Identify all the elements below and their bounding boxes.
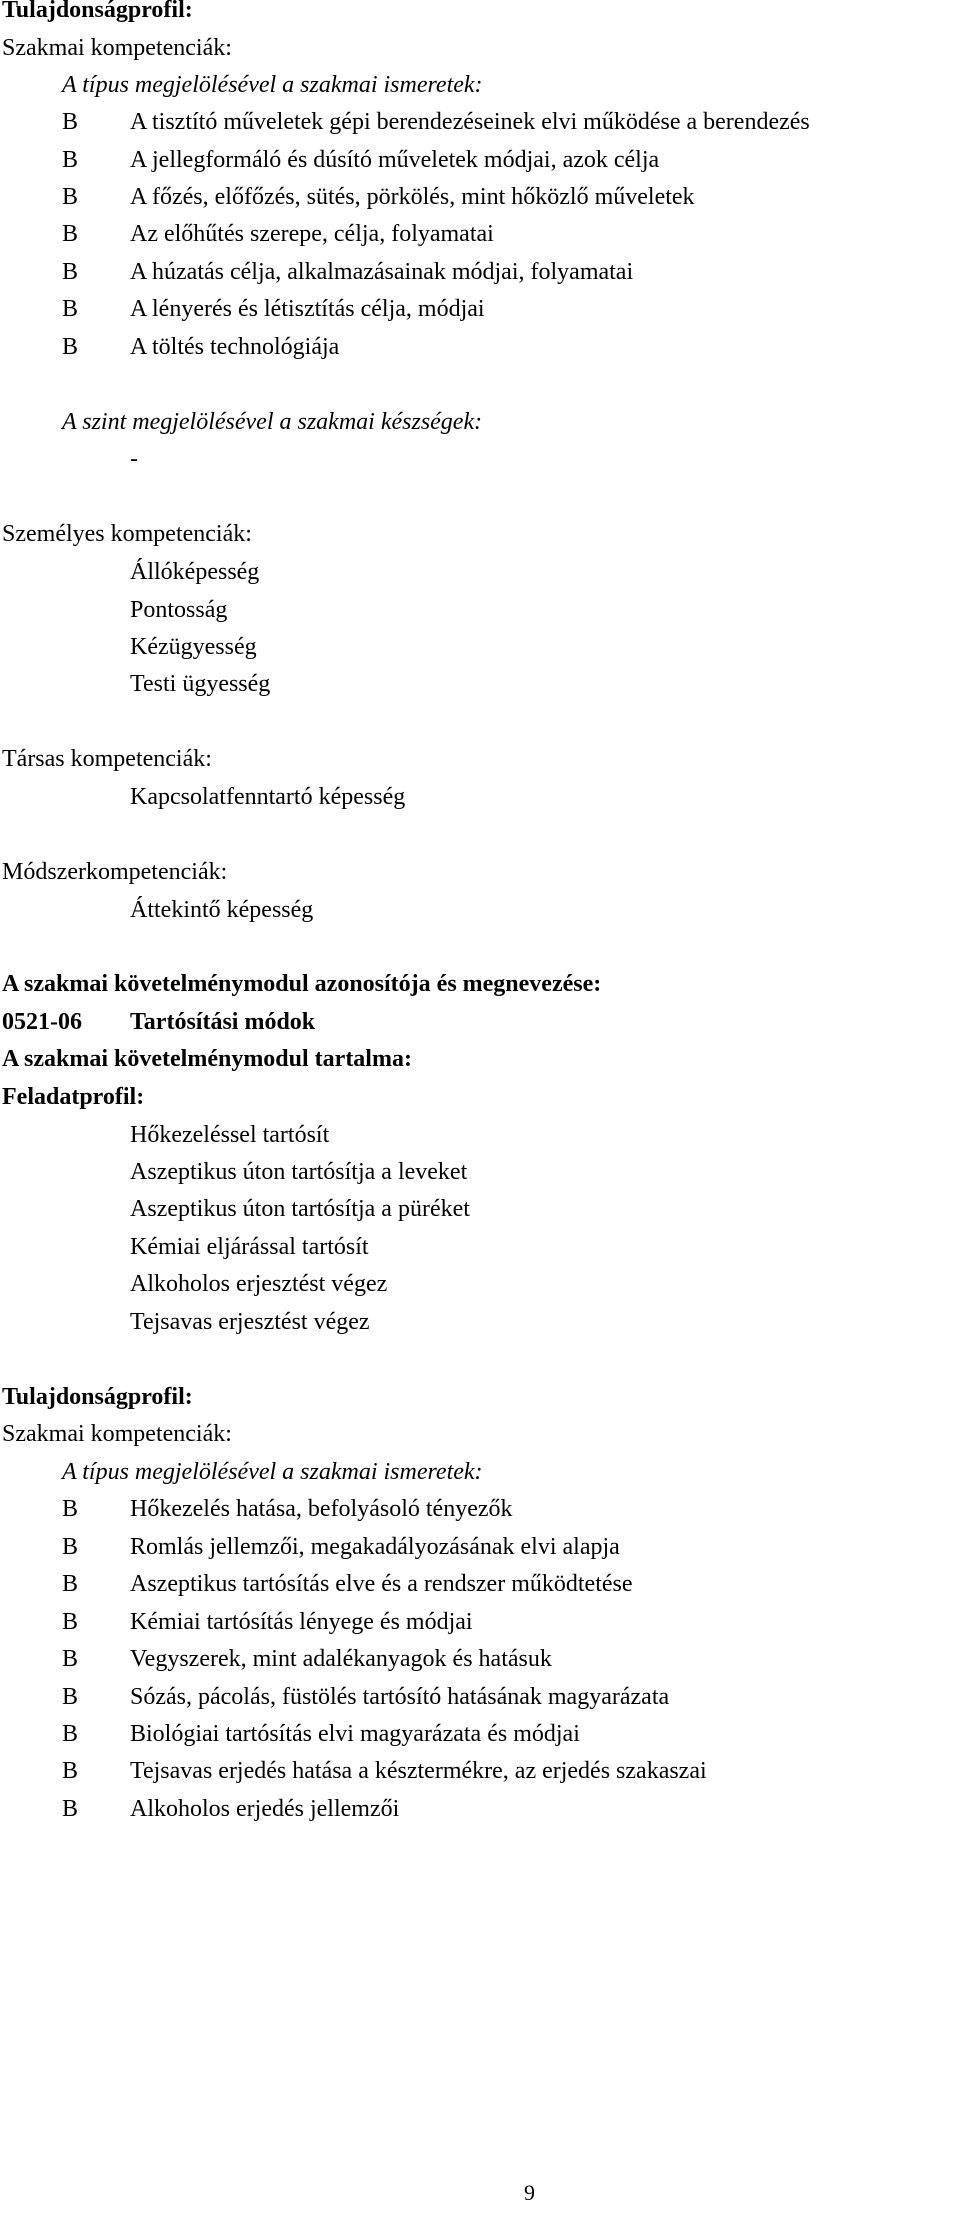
knowledge-item: Romlás jellemzői, megakadályozásának elvi alapja — [130, 1534, 620, 1560]
knowledge-item: Biológiai tartósítás elvi magyarázata és módjai — [130, 1721, 580, 1747]
personal-item: Állóképesség — [130, 559, 260, 585]
task-item: Kémiai eljárással tartósít — [130, 1234, 369, 1260]
knowledge-item: Alkoholos erjedés jellemzői — [130, 1796, 400, 1822]
bullet-marker: B — [62, 1646, 79, 1672]
heading-owner-profile: Tulajdonságprofil: — [2, 0, 193, 23]
task-item: Alkoholos erjesztést végez — [130, 1271, 388, 1297]
knowledge-item: A főzés, előfőzés, sütés, pörkölés, mint hőközlő műveletek — [130, 184, 695, 210]
heading-professional-competencies: Szakmai kompetenciák: — [2, 1421, 232, 1447]
knowledge-item: Kémiai tartósítás lényege és módjai — [130, 1609, 473, 1635]
heading-method-competencies: Módszerkompetenciák: — [2, 859, 228, 885]
bullet-marker: B — [62, 1496, 79, 1522]
heading-personal-competencies: Személyes kompetenciák: — [2, 521, 252, 547]
bullet-marker: B — [62, 296, 79, 322]
heading-owner-profile: Tulajdonságprofil: — [2, 1384, 193, 1410]
bullet-marker: B — [62, 1758, 79, 1784]
heading-social-competencies: Társas kompetenciák: — [2, 746, 212, 772]
page-number: 9 — [524, 2180, 535, 2205]
personal-item: Testi ügyesség — [130, 671, 271, 697]
heading-module-content: A szakmai követelménymodul tartalma: — [2, 1046, 412, 1072]
bullet-marker: B — [62, 109, 79, 135]
method-item: Áttekintő képesség — [130, 897, 314, 923]
knowledge-item: A lényerés és létisztítás célja, módjai — [130, 296, 485, 322]
knowledge-item: Vegyszerek, mint adalékanyagok és hatásuk — [130, 1646, 552, 1672]
bullet-marker: B — [62, 221, 79, 247]
bullet-marker: B — [62, 1571, 79, 1597]
social-item: Kapcsolatfenntartó képesség — [130, 784, 406, 810]
knowledge-item: A jellegformáló és dúsító műveletek módjai, azok célja — [130, 147, 660, 173]
task-item: Aszeptikus úton tartósítja a leveket — [130, 1159, 468, 1185]
knowledge-item: Tejsavas erjedés hatása a késztermékre, az erjedés szakaszai — [130, 1758, 707, 1784]
knowledge-item: A tisztító műveletek gépi berendezéseinek elvi működése a berendezés — [130, 109, 810, 135]
bullet-marker: B — [62, 1684, 79, 1710]
knowledge-item: Aszeptikus tartósítás elve és a rendszer működtetése — [130, 1571, 633, 1597]
knowledge-item: Sózás, pácolás, füstölés tartósító hatásának magyarázata — [130, 1684, 670, 1710]
bullet-marker: B — [62, 147, 79, 173]
heading-module-id: A szakmai követelménymodul azonosítója és megnevezése: — [2, 971, 602, 997]
subheading-type-knowledge: A típus megjelölésével a szakmai ismeretek: — [62, 1459, 483, 1485]
bullet-marker: B — [62, 1534, 79, 1560]
bullet-marker: B — [62, 334, 79, 360]
personal-item: Kézügyesség — [130, 634, 257, 660]
task-item: Tejsavas erjesztést végez — [130, 1309, 370, 1335]
module-name: Tartósítási módok — [130, 1009, 316, 1035]
heading-professional-competencies: Szakmai kompetenciák: — [2, 35, 232, 61]
task-item: Aszeptikus úton tartósítja a püréket — [130, 1196, 470, 1222]
knowledge-item: Hőkezelés hatása, befolyásoló tényezők — [130, 1496, 513, 1522]
bullet-marker: B — [62, 1796, 79, 1822]
task-item: Hőkezeléssel tartósít — [130, 1122, 330, 1148]
module-code: 0521-06 — [2, 1009, 82, 1035]
heading-task-profile: Feladatprofil: — [2, 1084, 145, 1110]
knowledge-item: A töltés technológiája — [130, 334, 340, 360]
knowledge-item: Az előhűtés szerepe, célja, folyamatai — [130, 221, 494, 247]
personal-item: Pontosság — [130, 597, 228, 623]
subheading-type-knowledge: A típus megjelölésével a szakmai ismeretek: — [62, 72, 483, 98]
level-skills-value: - — [130, 446, 138, 472]
knowledge-item: A húzatás célja, alkalmazásainak módjai, folyamatai — [130, 259, 634, 285]
bullet-marker: B — [62, 1609, 79, 1635]
bullet-marker: B — [62, 1721, 79, 1747]
bullet-marker: B — [62, 259, 79, 285]
bullet-marker: B — [62, 184, 79, 210]
subheading-level-skills: A szint megjelölésével a szakmai készségek: — [62, 409, 483, 435]
